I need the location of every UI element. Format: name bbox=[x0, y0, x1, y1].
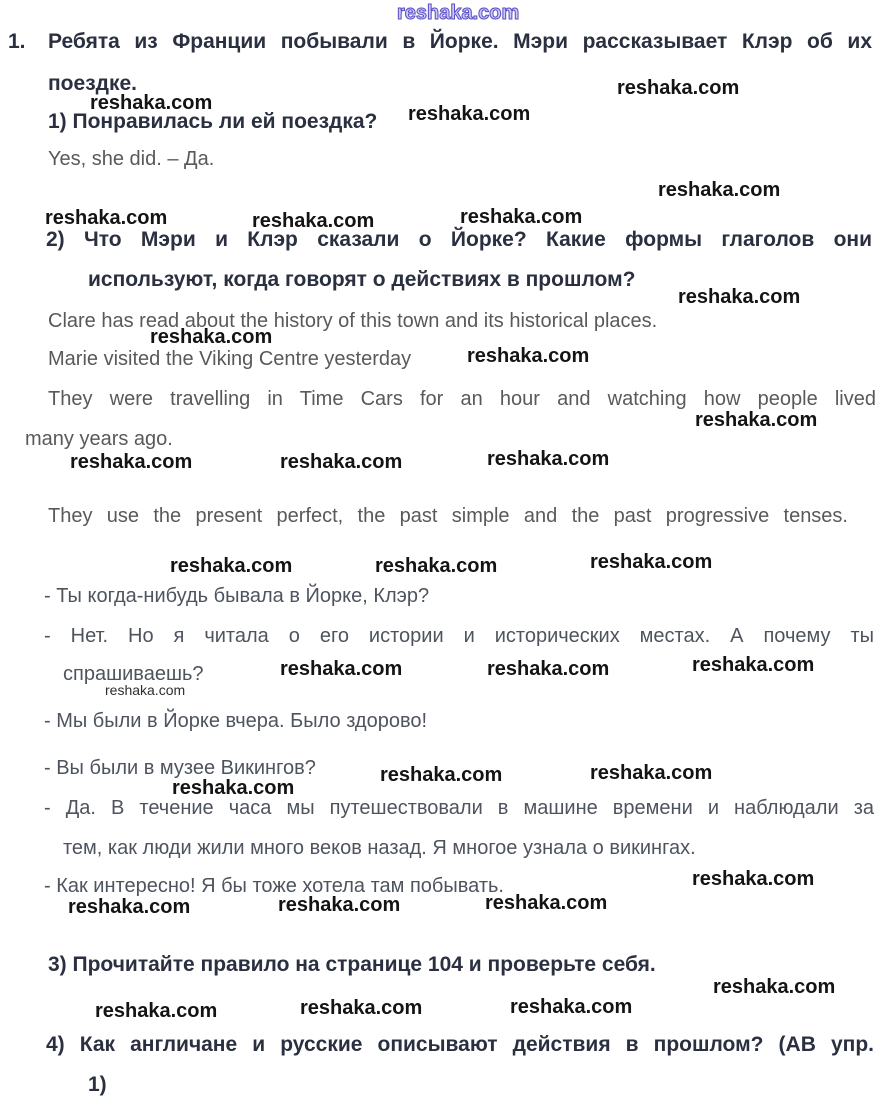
task-number: 1. bbox=[8, 30, 26, 53]
question-2-line-2: используют, когда говорят о действиях в прошлом? bbox=[88, 268, 636, 291]
task-title-line-2: поездке. bbox=[48, 72, 137, 95]
answer-2-sentence-2: Marie visited the Viking Centre yesterday bbox=[48, 348, 412, 370]
watermark: reshaka.com bbox=[713, 976, 836, 998]
dialogue-line-3: - Мы были в Йорке вчера. Было здорово! bbox=[44, 710, 428, 732]
watermark: reshaka.com bbox=[658, 179, 781, 201]
watermark: reshaka.com bbox=[510, 996, 633, 1018]
watermark: reshaka.com bbox=[300, 997, 423, 1019]
watermark: reshaka.com bbox=[45, 207, 168, 229]
watermark: reshaka.com bbox=[150, 326, 273, 348]
question-3: 3) Прочитайте правило на странице 104 и проверьте себя. bbox=[48, 953, 656, 976]
question-2-line-1: 2) Что Мэри и Клэр сказали о Йорке? Какие формы глаголов они bbox=[46, 228, 872, 251]
watermark: reshaka.com bbox=[487, 658, 610, 680]
watermark: reshaka.com bbox=[278, 894, 401, 916]
watermark: reshaka.com bbox=[467, 345, 590, 367]
answer-2-sentence-3-line-1: They were travelling in Time Cars for an hour and watching how people lived bbox=[48, 388, 876, 410]
dialogue-line-6: - Как интересно! Я бы тоже хотела там побывать. bbox=[44, 875, 504, 897]
watermark: reshaka.com bbox=[590, 762, 713, 784]
task-title-line-1: Ребята из Франции побывали в Йорке. Мэри рассказывает Клэр об их bbox=[48, 30, 872, 53]
watermark-small: reshaka.com bbox=[105, 682, 186, 698]
answer-2-sentence-3-line-2: many years ago. bbox=[25, 428, 173, 450]
watermark: reshaka.com bbox=[172, 777, 295, 799]
watermark: reshaka.com bbox=[485, 892, 608, 914]
watermark: reshaka.com bbox=[692, 868, 815, 890]
watermark: reshaka.com bbox=[95, 1000, 218, 1022]
watermark: reshaka.com bbox=[590, 551, 713, 573]
question-4-line-1: 4) Как англичане и русские описывают действия в прошлом? (АВ упр. bbox=[46, 1033, 874, 1056]
watermark: reshaka.com bbox=[487, 448, 610, 470]
watermark: reshaka.com bbox=[375, 555, 498, 577]
watermark: reshaka.com bbox=[692, 654, 815, 676]
dialogue-line-5: - Да. В течение часа мы путешествовали в машине времени и наблюдали за bbox=[44, 797, 874, 819]
question-4-line-2: 1) bbox=[88, 1073, 107, 1096]
answer-2-sentence-1: Clare has read about the history of this town and its historical places. bbox=[48, 310, 658, 332]
watermark: reshaka.com bbox=[70, 451, 193, 473]
watermark-top: reshaka.com bbox=[397, 2, 520, 24]
watermark: reshaka.com bbox=[408, 103, 531, 125]
dialogue-line-5-cont: тем, как люди жили много веков назад. Я многое узнала о викингах. bbox=[63, 837, 696, 859]
watermark: reshaka.com bbox=[280, 658, 403, 680]
watermark: reshaka.com bbox=[280, 451, 403, 473]
watermark: reshaka.com bbox=[380, 764, 503, 786]
watermark: reshaka.com bbox=[170, 555, 293, 577]
watermark: reshaka.com bbox=[460, 206, 583, 228]
watermark: reshaka.com bbox=[617, 77, 740, 99]
watermark: reshaka.com bbox=[678, 286, 801, 308]
dialogue-line-2: - Нет. Но я читала о его истории и исторических местах. А почему ты bbox=[44, 625, 874, 647]
answer-2-sentence-4: They use the present perfect, the past simple and the past progressive tenses. bbox=[48, 505, 848, 527]
watermark: reshaka.com bbox=[252, 210, 375, 232]
question-1: 1) Понравилась ли ей поездка? bbox=[48, 110, 378, 133]
dialogue-line-2-cont: спрашиваешь? bbox=[63, 663, 204, 685]
dialogue-line-1: - Ты когда-нибудь бывала в Йорке, Клэр? bbox=[44, 585, 430, 607]
watermark: reshaka.com bbox=[695, 409, 818, 431]
watermark: reshaka.com bbox=[90, 92, 213, 114]
answer-1: Yes, she did. – Да. bbox=[48, 148, 215, 170]
dialogue-line-4: - Вы были в музее Викингов? bbox=[44, 757, 316, 779]
watermark: reshaka.com bbox=[68, 896, 191, 918]
